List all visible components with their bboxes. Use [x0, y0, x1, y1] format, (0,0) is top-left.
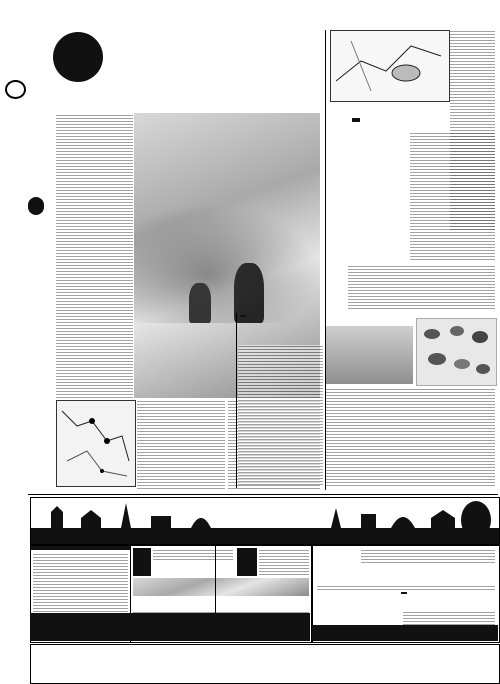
sidebar-body: [348, 265, 495, 310]
sidebar-bottom-body: [326, 388, 495, 488]
agency-bar: [30, 613, 310, 641]
route-map: [56, 400, 136, 487]
special-tour-banner: [30, 497, 500, 545]
article-body-column: [137, 400, 225, 490]
right-agency-bar: [312, 625, 498, 641]
article-body-column: [56, 114, 133, 400]
article-kicker-circle: [53, 32, 103, 82]
hobby-badge: [28, 197, 44, 215]
sidebar-kicker: [352, 118, 360, 122]
ad-divider: [28, 494, 498, 495]
right-title-6: [401, 592, 407, 594]
fish-photo: [416, 318, 497, 386]
festival-ad: [30, 644, 500, 684]
banner-tag: [461, 501, 491, 539]
sidebar-map: [330, 30, 450, 102]
left-ad-header: [31, 546, 130, 550]
fishing-photo: [326, 326, 413, 384]
guide-title: [240, 315, 246, 317]
page-number-badge: [5, 80, 26, 99]
guide-body: [238, 345, 323, 485]
sidebar-body: [410, 132, 495, 260]
